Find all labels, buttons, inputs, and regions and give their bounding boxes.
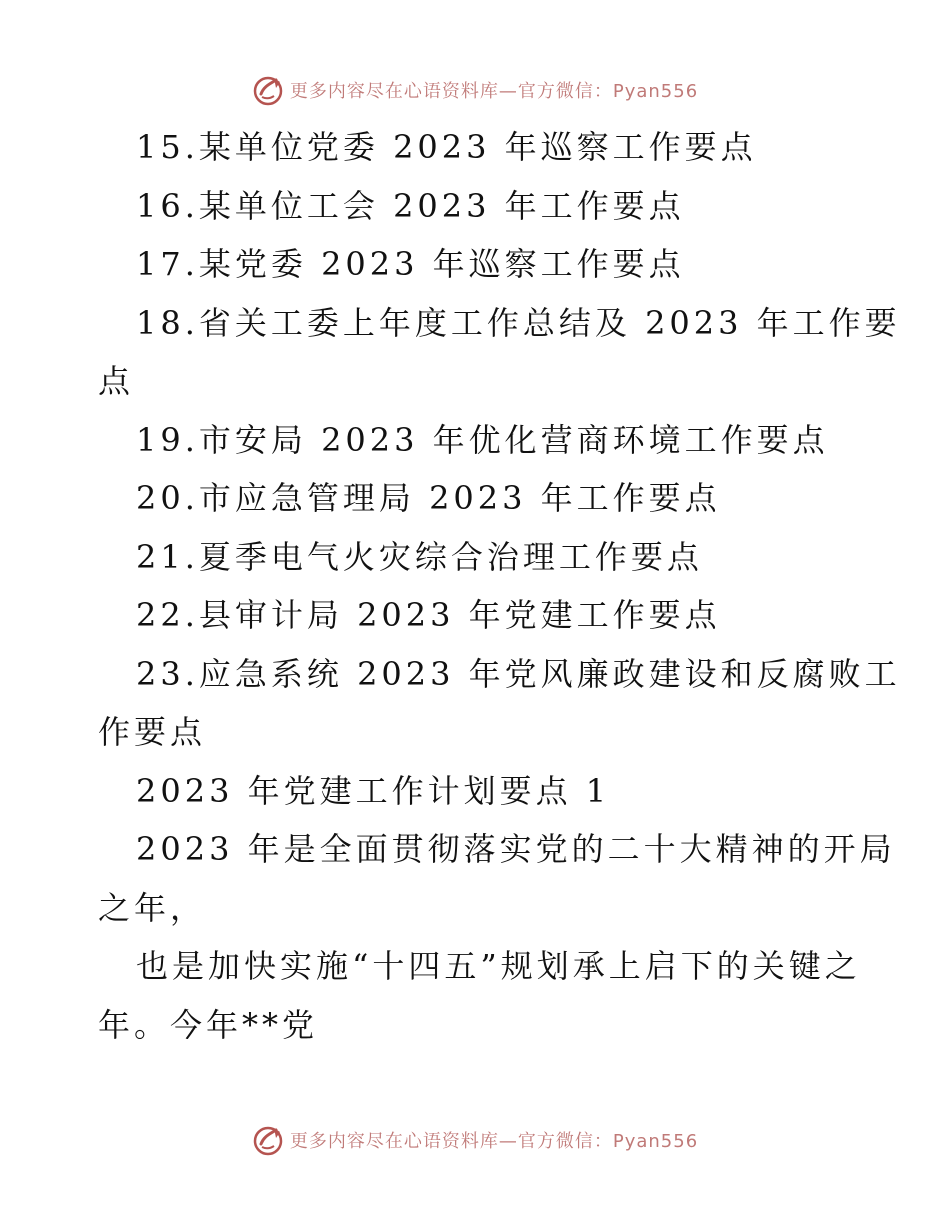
doc-line: 19.市安局 2023 年优化营商环境工作要点 xyxy=(136,420,829,459)
doc-line: 23.应急系统 2023 年党风廉政建设和反腐败工 xyxy=(136,654,901,693)
doc-line: 年。今年**党 xyxy=(98,1005,319,1044)
doc-line: 点 xyxy=(98,362,135,400)
doc-line: 20.市应急管理局 2023 年工作要点 xyxy=(136,479,721,517)
watermark-text: 更多内容尽在心语资料库—官方微信：Pyan556 xyxy=(289,81,699,102)
doc-line: 作要点 xyxy=(98,713,207,751)
pen-logo-icon xyxy=(252,74,284,106)
watermark-text: 更多内容尽在心语资料库—官方微信：Pyan556 xyxy=(289,1131,699,1152)
doc-line: 21.夏季电气火灾综合治理工作要点 xyxy=(136,537,703,576)
doc-line: 2023 年是全面贯彻落实党的二十大精神的开局 xyxy=(136,830,896,868)
footer-watermark xyxy=(0,1120,950,1160)
doc-line: 16.某单位工会 2023 年工作要点 xyxy=(136,186,685,225)
section-heading: 2023 年党建工作计划要点 1 xyxy=(136,771,611,810)
header-watermark xyxy=(0,70,950,110)
doc-line: 18.省关工委上年度工作总结及 2023 年工作要 xyxy=(136,303,901,342)
doc-line: 15.某单位党委 2023 年巡察工作要点 xyxy=(136,128,757,166)
pen-logo-icon xyxy=(252,1124,284,1156)
doc-line: 也是加快实施“十四五”规划承上启下的关键之 xyxy=(136,947,861,985)
doc-line: 之年， xyxy=(98,888,207,927)
document-body xyxy=(98,118,901,1054)
doc-line: 17.某党委 2023 年巡察工作要点 xyxy=(136,245,685,283)
doc-line: 22.县审计局 2023 年党建工作要点 xyxy=(136,596,721,634)
